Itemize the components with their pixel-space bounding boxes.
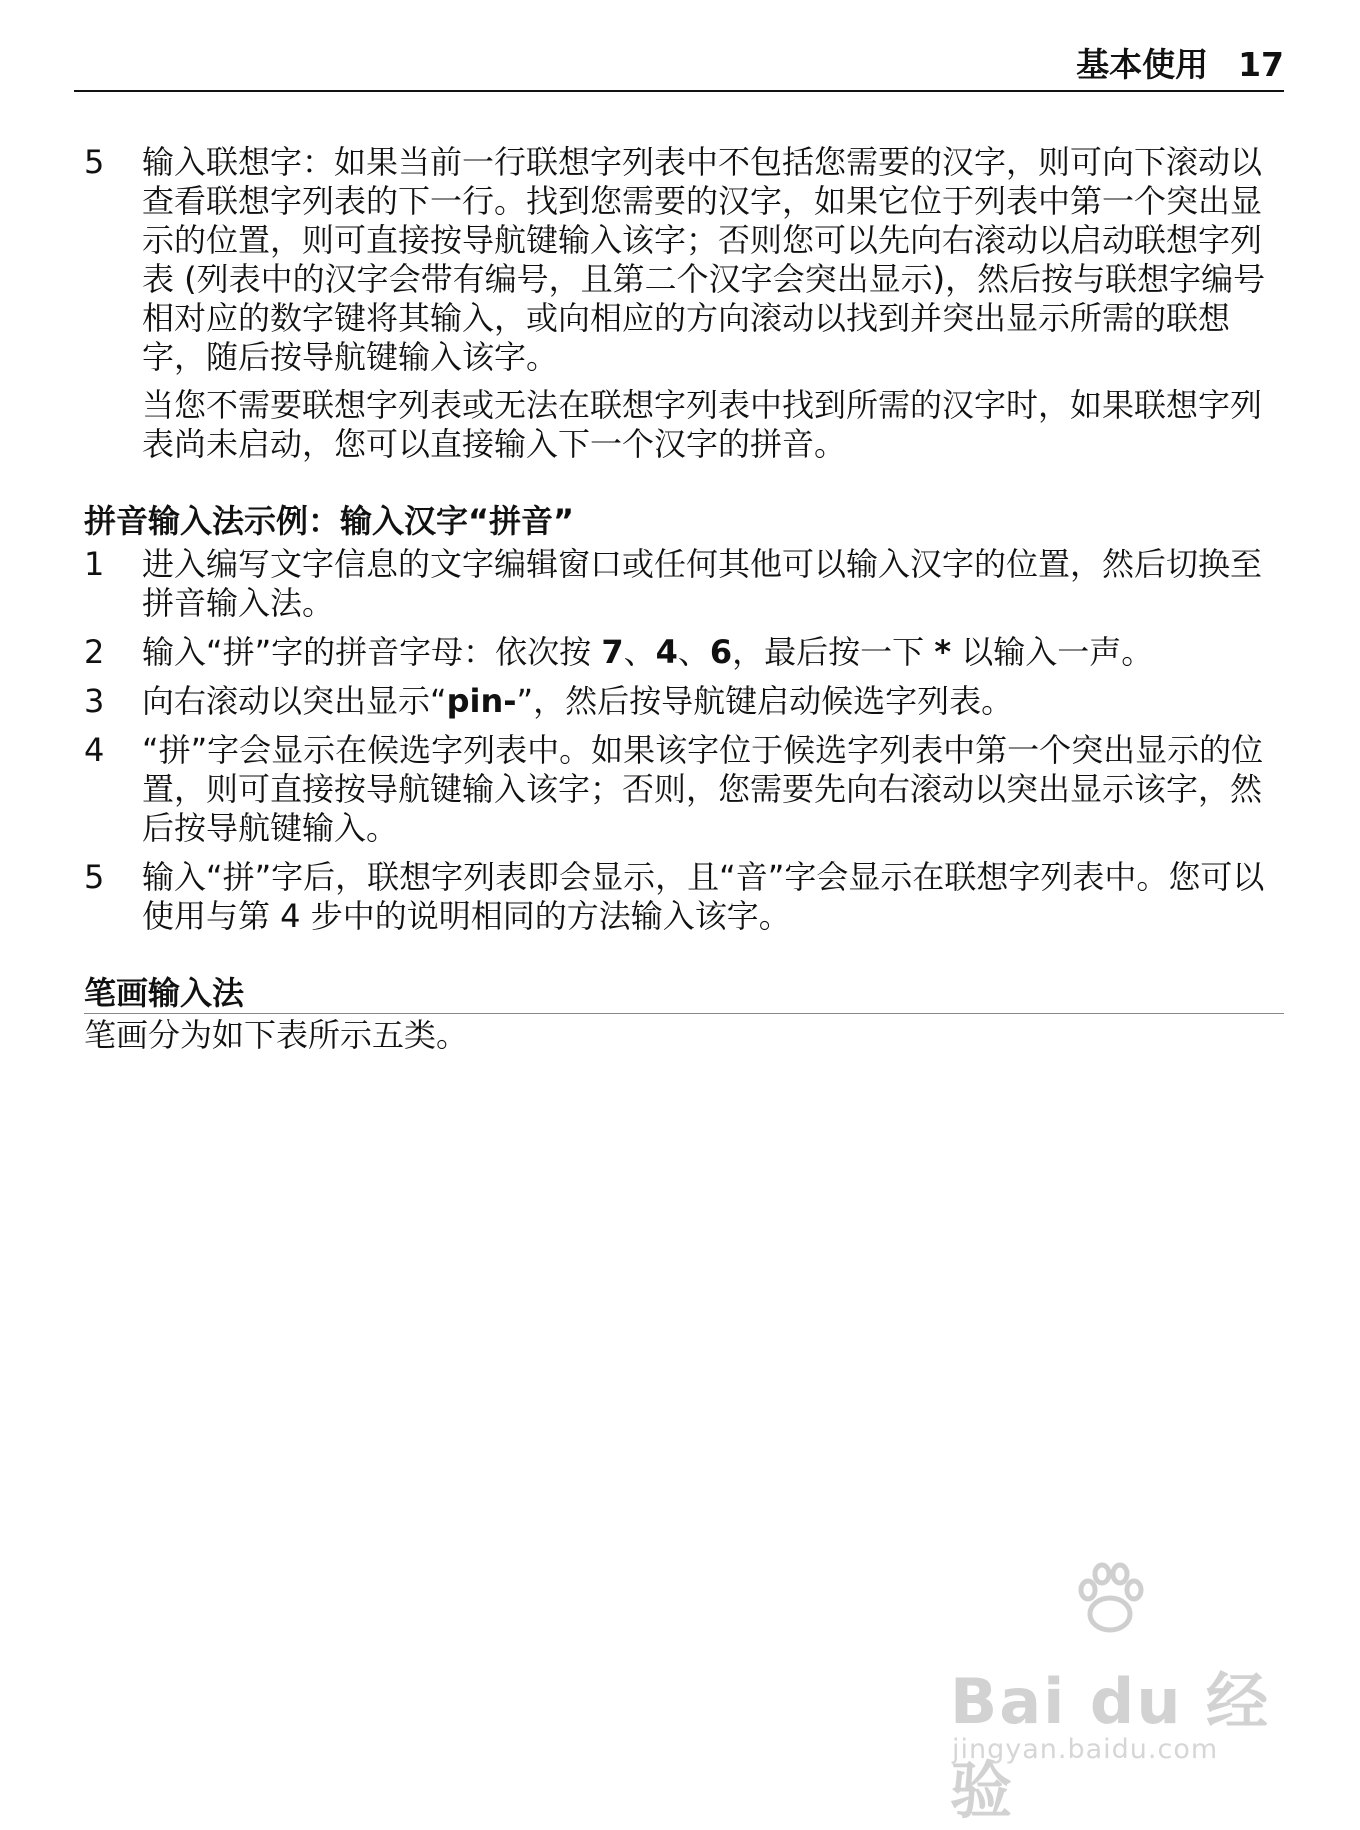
example-step bbox=[84, 731, 1284, 848]
step-text-part: ，最后按一下 bbox=[732, 633, 935, 671]
section-heading-stroke: 笔画输入法 bbox=[84, 974, 245, 1012]
step-text-part: 向右滚动以突出显示“ bbox=[142, 682, 447, 720]
step-text-part: 输入“拼”字的拼音字母：依次按 bbox=[142, 633, 602, 671]
chapter-title: 基本使用 bbox=[1076, 45, 1209, 84]
example-step bbox=[84, 545, 1284, 623]
step-text: 进入编写文字信息的文字编辑窗口或任何其他可以输入汉字的位置，然后切换至拼音输入法。 bbox=[142, 545, 1263, 622]
display-text: pin- bbox=[446, 682, 517, 720]
watermark-brand: Bai du 经验 bbox=[950, 1665, 1271, 1827]
example-step bbox=[84, 858, 1284, 936]
example-step bbox=[84, 633, 1284, 672]
watermark bbox=[950, 1560, 1280, 1827]
key-label: 4 bbox=[655, 633, 678, 671]
page-content bbox=[84, 143, 1284, 1055]
step-number: 3 bbox=[84, 682, 105, 720]
section-text: 笔画分为如下表所示五类。 bbox=[84, 1016, 469, 1054]
section-heading-rule bbox=[84, 974, 1284, 1014]
key-label: 6 bbox=[709, 633, 733, 671]
paw-icon bbox=[1070, 1560, 1150, 1640]
step-number: 2 bbox=[84, 633, 105, 671]
key-label: 7 bbox=[601, 633, 624, 671]
step-paragraph-note: 当您不需要联想字列表或无法在联想字列表中找到所需的汉字时，如果联想字列表尚未启动，您可以直接输入下一个汉字的拼音。 bbox=[142, 386, 1263, 463]
top-step bbox=[84, 143, 1284, 464]
key-label: * bbox=[934, 633, 952, 671]
step-number: 5 bbox=[84, 858, 105, 896]
step-text bbox=[142, 682, 1284, 721]
step-text bbox=[142, 633, 1284, 672]
separator: 、 bbox=[623, 633, 656, 671]
step-text: 输入“拼”字后，联想字列表即会显示，且“音”字会显示在联想字列表中。您可以使用与第 4 步中的说明相同的方法输入该字。 bbox=[142, 858, 1265, 935]
page-number: 17 bbox=[1238, 45, 1284, 84]
step-number: 1 bbox=[84, 545, 105, 583]
step-number: 4 bbox=[84, 731, 105, 769]
section-heading-pinyin-example: 拼音输入法示例：输入汉字“拼音” bbox=[84, 502, 575, 540]
watermark-url: jingyan.baidu.com bbox=[952, 1734, 1219, 1765]
step-text-part: 以输入一声。 bbox=[951, 633, 1154, 671]
step-number: 5 bbox=[84, 143, 105, 181]
page-header bbox=[74, 42, 1284, 92]
step-text-part: ”，然后按导航键启动候选字列表。 bbox=[516, 682, 1014, 720]
step-paragraph: 输入联想字：如果当前一行联想字列表中不包括您需要的汉字，则可向下滚动以查看联想字列表的下一行。找到您需要的汉字，如果它位于列表中第一个突出显示的位置，则可直接按导航键输入该字；否则您可以先向右滚动以启动联想字列表 (列表中的汉字会带有编号，且第二个汉字会突出显示)，然后按与联想字编号相对应的数字键将其输入，或向相应的方向滚动以找到并突出显示所需的联想字，随后按导航键输入该字。 bbox=[142, 143, 1266, 376]
separator: 、 bbox=[677, 633, 710, 671]
example-step bbox=[84, 682, 1284, 721]
step-text: “拼”字会显示在候选字列表中。如果该字位于候选字列表中第一个突出显示的位置，则可直接按导航键输入该字；否则，您需要先向右滚动以突出显示该字，然后按导航键输入。 bbox=[142, 731, 1264, 847]
